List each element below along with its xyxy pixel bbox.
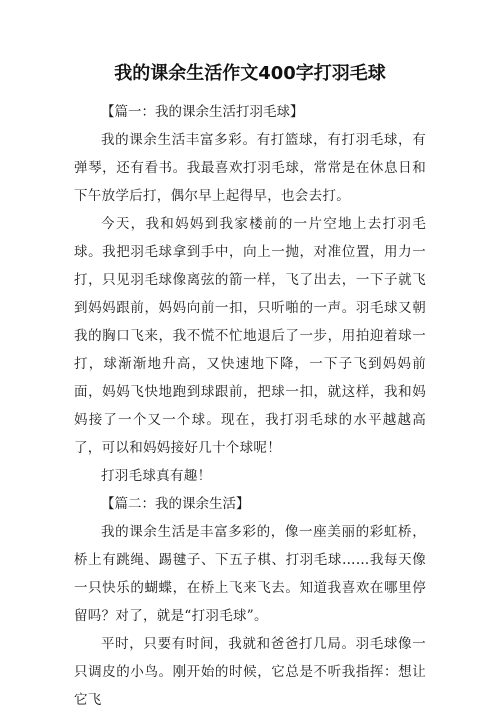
section-one-heading: 【篇一：我的课余生活打羽毛球】 (101, 104, 304, 120)
section-two (74, 490, 426, 714)
section-one-paragraph-1: 我的课余生活丰富多彩。有打篮球，有打羽毛球，有弹琴，还有看书。我最喜欢打羽毛球，常常是在休息日和下午放学后打，偶尔早上起得早，也会去打。 (74, 132, 426, 204)
section-two-paragraph-2: 平时，只要有时间，我就和爸爸打几局。羽毛球像一只调皮的小鸟。刚开始的时候，它总是不听我指挥：想让它飞 (74, 636, 426, 708)
section-two-paragraph-1: 我的课余生活是丰富多彩的，像一座美丽的彩虹桥，桥上有跳绳、踢毽子、下五子棋、打羽毛球……我每天像一只快乐的蝴蝶，在桥上飞来飞去。知道我喜欢在哪里停留吗？对了，就是“打羽毛球”。 (74, 524, 426, 624)
document-title: 我的课余生活作文400字打羽毛球 (114, 63, 386, 84)
section-one (74, 98, 426, 490)
section-one-paragraph-3: 打羽毛球真有趣！ (101, 468, 212, 484)
section-one-paragraph-2: 今天，我和妈妈到我家楼前的一片空地上去打羽毛球。我把羽毛球拿到手中，向上一抛，对准位置，用力一打，只见羽毛球像离弦的箭一样，飞了出去，一下子就飞到妈妈跟前，妈妈向前一扣，只听啪的一声。羽毛球又朝我的胸口飞来，我不慌不忙地退后了一步，用拍迎着球一打，球渐渐地升高，又快速地下降，一下子飞到妈妈前面，妈妈飞快地跑到球跟前，把球一扣，就这样，我和妈妈接了一个又一个球。现在，我打羽毛球的水平越越高了，可以和妈妈接好几十个球呢！ (74, 216, 426, 456)
section-two-heading: 【篇二：我的课余生活】 (101, 496, 250, 512)
